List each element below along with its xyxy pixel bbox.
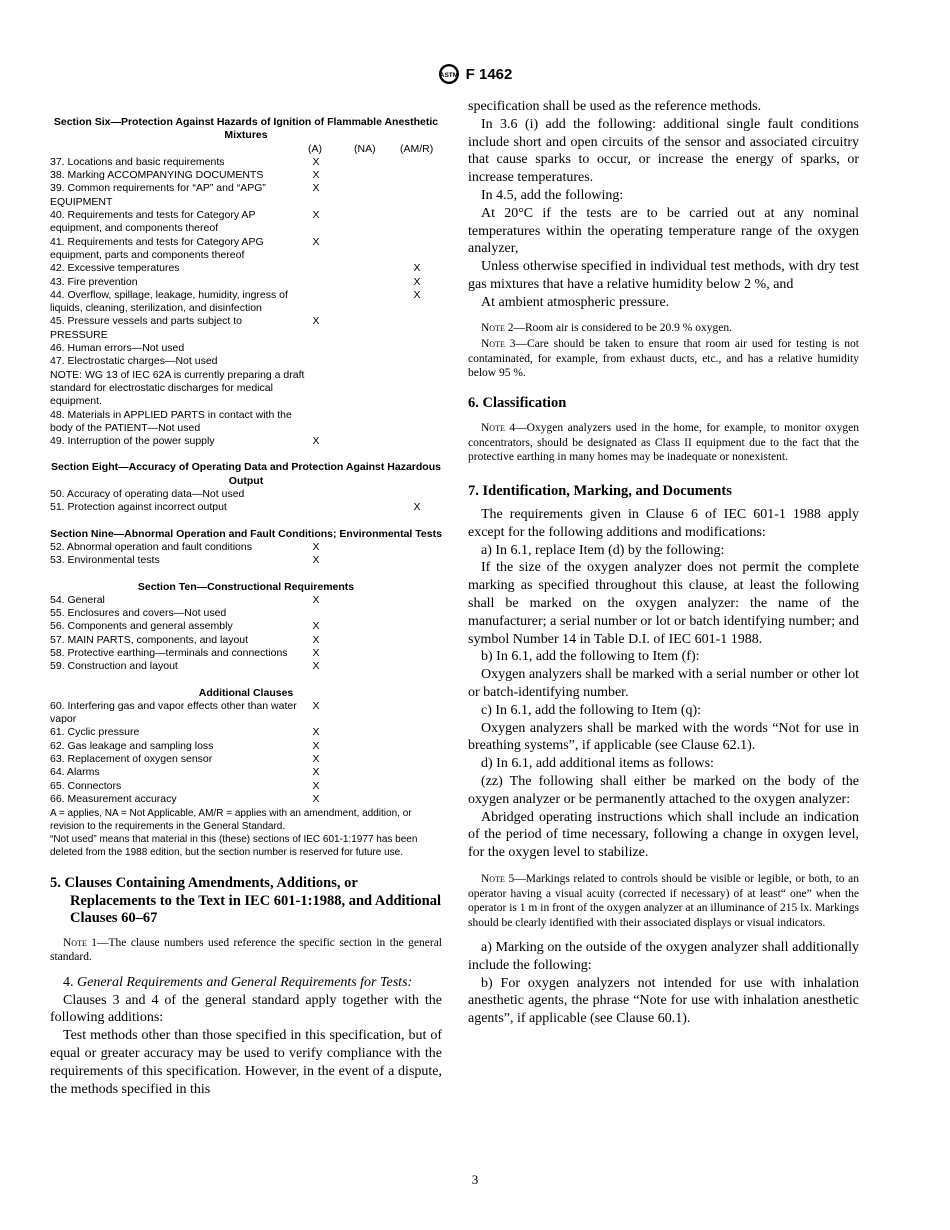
table-row bbox=[50, 541, 442, 554]
row-text: 61. Cyclic pressure bbox=[50, 726, 140, 739]
svg-text:ASTM: ASTM bbox=[439, 72, 458, 79]
row-text: 52. Abnormal operation and fault conditions bbox=[50, 540, 252, 553]
row-text: NOTE: WG 13 of IEC 62A is currently preparing a draft standard for electrostatic discharges for medical equipment. bbox=[50, 368, 305, 408]
paragraph: a) In 6.1, replace Item (d) by the following: bbox=[481, 542, 725, 558]
table-footnote: “Not used” means that material in this (these) sections of IEC 601-1:1977 has been deleted from the 1988 edition, but the section number is reserved for future use. bbox=[50, 834, 418, 859]
paragraph: Oxygen analyzers shall be marked with a serial number or other lot or batch-identifying number. bbox=[468, 667, 859, 701]
table-row bbox=[50, 156, 442, 169]
paragraph: At ambient atmospheric pressure. bbox=[481, 294, 670, 310]
note-2 bbox=[468, 321, 859, 336]
mark-applies: X bbox=[312, 739, 320, 752]
table-section-title: Section Ten—Constructional Requirements bbox=[137, 580, 355, 593]
astm-logo-icon bbox=[438, 63, 460, 85]
section-7-heading: 7. Identification, Marking, and Documents bbox=[468, 482, 732, 499]
note-3 bbox=[468, 337, 859, 381]
note-1 bbox=[50, 936, 442, 965]
row-text: 42. Excessive temperatures bbox=[50, 262, 180, 275]
row-text: 58. Protective earthing—terminals and connections bbox=[50, 646, 288, 659]
paragraph: specification shall be used as the reference methods. bbox=[468, 99, 762, 114]
table-row bbox=[50, 409, 442, 436]
table-row bbox=[50, 501, 442, 514]
table-section bbox=[50, 581, 442, 674]
table-row bbox=[50, 700, 442, 727]
table-row bbox=[50, 276, 442, 289]
table-section-title: Section Eight—Accuracy of Operating Data and Protection Against Hazardous Output bbox=[51, 461, 441, 487]
row-text: 51. Protection against incorrect output bbox=[50, 501, 227, 514]
paragraph: b) In 6.1, add the following to Item (f): bbox=[481, 649, 700, 665]
paragraph-number: 4. bbox=[63, 974, 77, 990]
left-column bbox=[50, 116, 442, 1098]
note-label: Note 4 bbox=[481, 422, 516, 435]
row-text: 66. Measurement accuracy bbox=[50, 792, 177, 805]
note-text: —Room air is considered to be 20.9 % oxygen. bbox=[513, 321, 732, 334]
paragraph: d) In 6.1, add additional items as follows: bbox=[481, 756, 714, 772]
table-row bbox=[50, 355, 442, 368]
table-row bbox=[50, 369, 442, 409]
mark-applies: X bbox=[312, 209, 320, 222]
paragraph: In 3.6 (i) add the following: additional single fault conditions include short and open circuits of the sensor and associated circuitry that cause sparks to occur, or increase the energy of sparks, or increase temperatures. bbox=[468, 116, 859, 186]
note-text: —Markings related to controls should be visible or legible, or both, to an operator having a visual acuity (corrected if necessary) of at least“ one” when the operator is 1 m in front of the oxygen analyzer at an illuminance of 215 lx. Markings should be clearly identified with their associated displays or visual indicators. bbox=[468, 873, 859, 929]
mark-applies: X bbox=[312, 593, 320, 606]
table-row bbox=[50, 607, 442, 620]
table-section bbox=[50, 116, 442, 448]
page-number: 3 bbox=[471, 1172, 479, 1187]
mark-applies: X bbox=[312, 554, 320, 567]
row-text: 57. MAIN PARTS, components, and layout bbox=[50, 633, 249, 646]
paragraph: Abridged operating instructions which shall include an indication of the period of time necessary, following a change in oxygen level, for the oxygen level to stabilize. bbox=[468, 809, 859, 861]
mark-amended: X bbox=[413, 288, 421, 301]
note-text: —The clause numbers used reference the specific section in the general standard. bbox=[50, 936, 442, 964]
paragraph: b) For oxygen analyzers not intended for use with inhalation anesthetic agents, the phrase “Note for use with inhalation anesthetic agents”, if applicable (see Clause 60.1). bbox=[468, 975, 859, 1027]
table-footnote: A = applies, NA = Not Applicable, AM/R = applies with an amendment, addition, or revision to the requirements in the General Standard. bbox=[50, 808, 412, 833]
table-row bbox=[50, 289, 442, 316]
table-row bbox=[50, 236, 442, 263]
paragraph: At 20°C if the tests are to be carried out at any nominal temperatures within the operating temperature range of the oxygen analyzer, bbox=[468, 205, 859, 257]
column-header: (AM/R) bbox=[400, 142, 434, 155]
mark-applies: X bbox=[312, 620, 320, 633]
row-text: 65. Connectors bbox=[50, 779, 122, 792]
note-label: Note 3 bbox=[481, 338, 516, 351]
table-row bbox=[50, 726, 442, 739]
table-row bbox=[50, 766, 442, 779]
table-section-title: Section Nine—Abnormal Operation and Fault Conditions; Environmental Tests bbox=[50, 527, 442, 540]
mark-applies: X bbox=[312, 660, 320, 673]
paragraph: In 4.5, add the following: bbox=[481, 187, 624, 203]
table-row bbox=[50, 488, 442, 501]
row-text: 45. Pressure vessels and parts subject to PRESSURE bbox=[50, 315, 243, 341]
paragraph: Unless otherwise specified in individual test methods, with dry test gas mixtures that have a relative humidity below 2 %, and bbox=[468, 259, 859, 292]
row-text: 56. Components and general assembly bbox=[50, 620, 233, 633]
table-row bbox=[50, 435, 442, 448]
row-text: 40. Requirements and tests for Category AP equipment, and components thereof bbox=[50, 209, 256, 235]
paragraph: Oxygen analyzers shall be marked with the words “Not for use in breathing systems”, if applicable (see Clause 62.1). bbox=[468, 720, 859, 754]
mark-applies: X bbox=[312, 633, 320, 646]
table-column-headers bbox=[50, 143, 442, 156]
row-text: 37. Locations and basic requirements bbox=[50, 155, 225, 168]
row-text: 39. Common requirements for “AP” and “APG” EQUIPMENT bbox=[50, 182, 266, 208]
table-row bbox=[50, 262, 442, 275]
row-text: 50. Accuracy of operating data—Not used bbox=[50, 488, 245, 501]
paragraph: If the size of the oxygen analyzer does not permit the complete marking as specified throughout this clause, at least the following shall be marked on the oxygen analyzer: the name of the manufacturer; a serial number or lot or batch identifying number; and symbol Number 14 in Table D.I. of IEC 601-1 1988. bbox=[468, 560, 859, 647]
section-6-heading: 6. Classification bbox=[468, 394, 567, 411]
row-text: 41. Requirements and tests for Category APG equipment, parts and components thereof bbox=[50, 235, 264, 261]
row-text: 60. Interfering gas and vapor effects other than water vapor bbox=[50, 699, 297, 726]
mark-applies: X bbox=[312, 235, 320, 248]
paragraph: c) In 6.1, add the following to Item (q): bbox=[481, 702, 702, 718]
page-header bbox=[0, 63, 950, 90]
mark-applies: X bbox=[312, 540, 320, 553]
row-text: 43. Fire prevention bbox=[50, 275, 138, 288]
table-section bbox=[50, 687, 442, 807]
table-row bbox=[50, 647, 442, 660]
mark-applies: X bbox=[312, 435, 320, 448]
row-text: 62. Gas leakage and sampling loss bbox=[50, 739, 214, 752]
applicability-table bbox=[50, 116, 442, 806]
note-label: Note 5 bbox=[481, 873, 515, 885]
table-row bbox=[50, 634, 442, 647]
table-row bbox=[50, 620, 442, 633]
table-row bbox=[50, 209, 442, 236]
right-column bbox=[468, 98, 859, 1028]
note-5 bbox=[468, 872, 859, 930]
mark-applies: X bbox=[312, 753, 320, 766]
mark-amended: X bbox=[413, 262, 421, 275]
note-text: —Care should be taken to ensure that room air used for testing is not contaminated, for example, from exhaust ducts, etc., and has a relative humidity below 95 %. bbox=[468, 338, 860, 380]
table-section bbox=[50, 528, 442, 568]
table-section bbox=[50, 461, 442, 514]
table-footnotes bbox=[50, 807, 442, 859]
table-row bbox=[50, 169, 442, 182]
mark-applies: X bbox=[312, 182, 320, 195]
row-text: 38. Marking ACCOMPANYING DOCUMENTS bbox=[50, 169, 264, 182]
paragraph: Test methods other than those specified in this specification, but of equal or greater accuracy may be used to verify compliance with the requirements of this specification. However, in the event of a dispute, the methods specified in this bbox=[50, 1028, 442, 1097]
table-row bbox=[50, 182, 442, 209]
column-header: (NA) bbox=[354, 142, 376, 155]
table-row bbox=[50, 780, 442, 793]
table-row bbox=[50, 554, 442, 567]
row-text: 46. Human errors—Not used bbox=[50, 342, 185, 355]
note-label: Note 1 bbox=[63, 936, 98, 949]
note-4 bbox=[468, 421, 859, 465]
row-text: 64. Alarms bbox=[50, 766, 100, 779]
row-text: 44. Overflow, spillage, leakage, humidity, ingress of liquids, cleaning, sterilization, and disinfection bbox=[50, 288, 288, 315]
mark-applies: X bbox=[312, 779, 320, 792]
mark-amended: X bbox=[413, 501, 421, 514]
table-row bbox=[50, 740, 442, 753]
row-text: 53. Environmental tests bbox=[50, 554, 160, 567]
paragraph: The requirements given in Clause 6 of IEC 601-1 1988 apply except for the following additions and modifications: bbox=[468, 507, 859, 540]
row-text: 49. Interruption of the power supply bbox=[50, 435, 215, 448]
note-label: Note 2 bbox=[481, 321, 514, 334]
mark-applies: X bbox=[312, 155, 320, 168]
table-row bbox=[50, 315, 442, 342]
mark-applies: X bbox=[312, 766, 320, 779]
paragraph: a) Marking on the outside of the oxygen analyzer shall additionally include the following: bbox=[468, 940, 859, 973]
mark-applies: X bbox=[312, 726, 320, 739]
row-text: 47. Electrostatic charges—Not used bbox=[50, 355, 218, 368]
table-row bbox=[50, 753, 442, 766]
section-5-heading: 5. Clauses Containing Amendments, Additions, or Replacements to the Text in IEC 601-1:1988, and Additional Clauses 60–67 bbox=[50, 875, 441, 927]
table-row bbox=[50, 660, 442, 673]
table-section-title: Additional Clauses bbox=[198, 686, 294, 699]
mark-applies: X bbox=[312, 792, 320, 805]
mark-applies: X bbox=[312, 169, 320, 182]
paragraph: (zz) The following shall either be marked on the body of the oxygen analyzer or be permanently attached to the oxygen analyzer: bbox=[468, 774, 859, 807]
paragraph: Clauses 3 and 4 of the general standard apply together with the following additions: bbox=[50, 992, 442, 1026]
row-text: 48. Materials in APPLIED PARTS in contact with the body of the PATIENT—Not used bbox=[50, 408, 292, 434]
note-text: —Oxygen analyzers used in the home, for example, to monitor oxygen concentrators, should be designated as Class II equipment due to the fact that the protective earthing in many homes may be inadequate or nonexistent. bbox=[468, 422, 860, 464]
mark-applies: X bbox=[312, 315, 320, 328]
table-row bbox=[50, 793, 442, 806]
mark-applies: X bbox=[312, 646, 320, 659]
table-row bbox=[50, 342, 442, 355]
table-section-title: Section Six—Protection Against Hazards of Ignition of Flammable Anesthetic Mixtures bbox=[53, 116, 439, 142]
column-header: (A) bbox=[308, 142, 322, 155]
table-row bbox=[50, 594, 442, 607]
paragraph-4-heading bbox=[50, 974, 442, 992]
row-text: 59. Construction and layout bbox=[50, 660, 178, 673]
row-text: 54. General bbox=[50, 593, 105, 606]
row-text: 55. Enclosures and covers—Not used bbox=[50, 607, 227, 620]
paragraph-title: General Requirements and General Requirements for Tests: bbox=[77, 974, 413, 990]
row-text: 63. Replacement of oxygen sensor bbox=[50, 753, 213, 766]
mark-applies: X bbox=[312, 699, 320, 712]
mark-amended: X bbox=[413, 275, 421, 288]
standard-designation: F 1462 bbox=[465, 65, 513, 83]
